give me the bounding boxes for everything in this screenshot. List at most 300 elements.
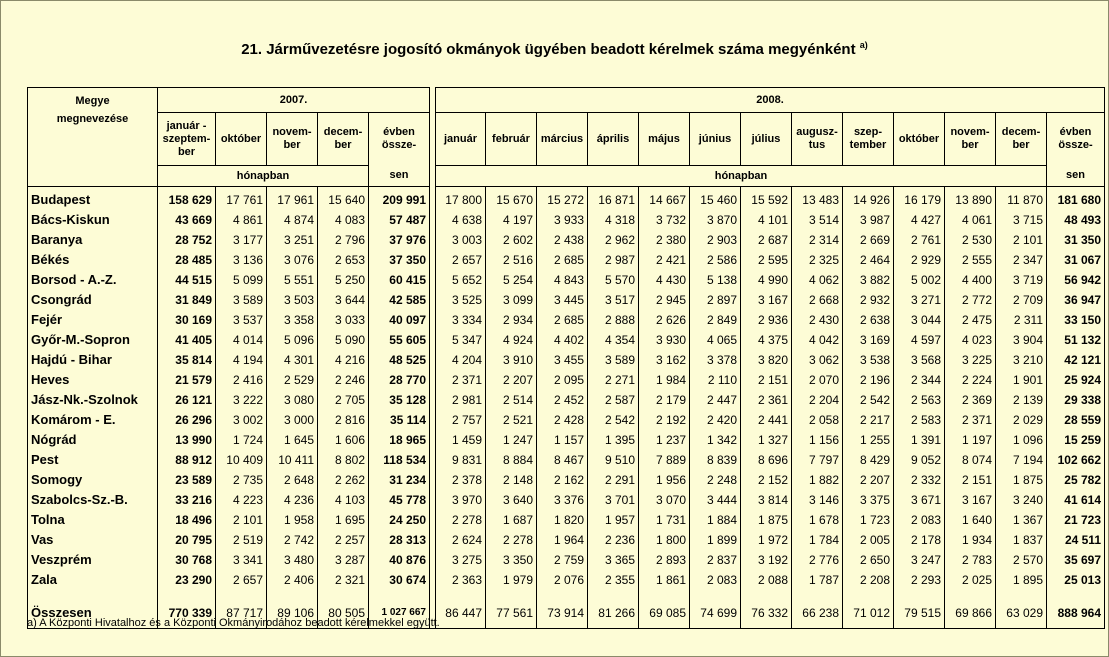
value-2008: 3 169 (843, 330, 894, 350)
table-row (28, 430, 1105, 450)
value-2008: 5 138 (690, 270, 741, 290)
value-2007: 31 849 (158, 290, 216, 310)
value-2007: 5 250 (318, 270, 369, 290)
table-row (28, 410, 1105, 430)
value-2007: 2 653 (318, 250, 369, 270)
value-2008: 3 167 (945, 490, 996, 510)
value-2008: 2 207 (486, 370, 537, 390)
month-header-2007: novem- ber (267, 113, 318, 166)
value-2008: 4 101 (741, 210, 792, 230)
value-2007: 2 406 (267, 570, 318, 590)
value-2008: 4 204 (436, 350, 486, 370)
value-2007: 80 505 (318, 598, 369, 629)
value-2008: 3 910 (486, 350, 537, 370)
total-2007: 30 674 (369, 570, 430, 590)
value-2008: 2 070 (792, 370, 843, 390)
total-2008: 24 511 (1047, 530, 1105, 550)
value-2007: 3 341 (216, 550, 267, 570)
value-2007: 3 287 (318, 550, 369, 570)
value-2007: 3 251 (267, 230, 318, 250)
value-2008: 1 957 (588, 510, 639, 530)
value-2008: 3 640 (486, 490, 537, 510)
value-2008: 4 597 (894, 330, 945, 350)
monthly-label-2007: hónapban (158, 166, 369, 187)
total-2008: 25 924 (1047, 370, 1105, 390)
value-2008: 3 146 (792, 490, 843, 510)
value-2008: 2 083 (894, 510, 945, 530)
total-2007: 40 097 (369, 310, 430, 330)
value-2008: 3 099 (486, 290, 537, 310)
value-2008: 2 668 (792, 290, 843, 310)
county-name: Komárom - E. (28, 410, 158, 430)
value-2008: 2 236 (588, 530, 639, 550)
spacer-cell (486, 590, 537, 598)
total-2008: 25 782 (1047, 470, 1105, 490)
value-2007: 158 629 (158, 187, 216, 211)
value-2008: 2 624 (436, 530, 486, 550)
value-2008: 3 701 (588, 490, 639, 510)
value-2007: 15 640 (318, 187, 369, 211)
table-row (28, 330, 1105, 350)
county-name: Tolna (28, 510, 158, 530)
value-2007: 10 409 (216, 450, 267, 470)
county-name: Borsod - A.-Z. (28, 270, 158, 290)
value-2008: 2 101 (996, 230, 1047, 250)
value-2008: 2 981 (436, 390, 486, 410)
value-2008: 2 441 (741, 410, 792, 430)
value-2008: 2 139 (996, 390, 1047, 410)
value-2008: 2 058 (792, 410, 843, 430)
value-2008: 3 225 (945, 350, 996, 370)
value-2008: 2 204 (792, 390, 843, 410)
value-2008: 2 555 (945, 250, 996, 270)
value-2008: 73 914 (537, 598, 588, 629)
value-2008: 2 224 (945, 370, 996, 390)
value-2008: 1 327 (741, 430, 792, 450)
spacer-cell (639, 590, 690, 598)
table-row (28, 570, 1105, 590)
total-2007: 37 350 (369, 250, 430, 270)
value-2008: 2 934 (486, 310, 537, 330)
value-2008: 5 254 (486, 270, 537, 290)
value-2008: 2 685 (537, 310, 588, 330)
value-2008: 3 240 (996, 490, 1047, 510)
total-2008: 21 723 (1047, 510, 1105, 530)
value-2007: 2 519 (216, 530, 267, 550)
value-2008: 5 002 (894, 270, 945, 290)
value-2008: 14 667 (639, 187, 690, 211)
value-2008: 2 217 (843, 410, 894, 430)
county-name: Heves (28, 370, 158, 390)
county-name: Győr-M.-Sopron (28, 330, 158, 350)
value-2008: 2 709 (996, 290, 1047, 310)
value-2008: 4 843 (537, 270, 588, 290)
value-2007: 3 177 (216, 230, 267, 250)
value-2008: 2 669 (843, 230, 894, 250)
value-2008: 1 395 (588, 430, 639, 450)
total-2007: 60 415 (369, 270, 430, 290)
value-2008: 2 371 (945, 410, 996, 430)
value-2007: 2 705 (318, 390, 369, 410)
county-header (28, 88, 158, 187)
value-2008: 1 787 (792, 570, 843, 590)
county-name: Budapest (28, 187, 158, 211)
total-2007: 42 585 (369, 290, 430, 310)
value-2008: 8 696 (741, 450, 792, 470)
value-2008: 4 924 (486, 330, 537, 350)
total-2007: 45 778 (369, 490, 430, 510)
value-2008: 16 871 (588, 187, 639, 211)
value-2007: 10 411 (267, 450, 318, 470)
value-2008: 3 525 (436, 290, 486, 310)
value-2008: 1 255 (843, 430, 894, 450)
value-2008: 2 759 (537, 550, 588, 570)
total-2007: 31 234 (369, 470, 430, 490)
total-2008: 33 150 (1047, 310, 1105, 330)
county-name: Zala (28, 570, 158, 590)
value-2008: 2 110 (690, 370, 741, 390)
value-2007: 30 768 (158, 550, 216, 570)
table-row (28, 210, 1105, 230)
spacer-cell (28, 590, 158, 598)
total-2008: 25 013 (1047, 570, 1105, 590)
month-header-2008: július (741, 113, 792, 166)
value-2008: 2 152 (741, 470, 792, 490)
value-2008: 8 074 (945, 450, 996, 470)
value-2008: 2 570 (996, 550, 1047, 570)
value-2007: 3 136 (216, 250, 267, 270)
year-2008-header: 2008. (436, 88, 1105, 113)
value-2008: 2 657 (436, 250, 486, 270)
value-2007: 4 216 (318, 350, 369, 370)
county-name: Nógrád (28, 430, 158, 450)
value-2008: 1 391 (894, 430, 945, 450)
total-2007: 1 027 667 (369, 598, 430, 629)
value-2008: 1 884 (690, 510, 741, 530)
value-2007: 1 724 (216, 430, 267, 450)
value-2007: 2 257 (318, 530, 369, 550)
spacer-cell (945, 590, 996, 598)
value-2008: 1 901 (996, 370, 1047, 390)
page-title: 21. Járművezetésre jogosító okmányok ügyében beadott kérelmek száma megyénként $^{a)}$ (241, 40, 868, 58)
value-2007: 2 742 (267, 530, 318, 550)
value-2008: 1 956 (639, 470, 690, 490)
table-row (28, 270, 1105, 290)
spacer-cell (894, 590, 945, 598)
value-2008: 1 237 (639, 430, 690, 450)
table-row (28, 187, 1105, 211)
value-2008: 2 380 (639, 230, 690, 250)
value-2007: 2 648 (267, 470, 318, 490)
spacer-cell (690, 590, 741, 598)
value-2008: 3 275 (436, 550, 486, 570)
value-2008: 4 197 (486, 210, 537, 230)
value-2008: 2 521 (486, 410, 537, 430)
value-2008: 2 475 (945, 310, 996, 330)
value-2008: 3 671 (894, 490, 945, 510)
value-2008: 2 278 (436, 510, 486, 530)
value-2008: 2 347 (996, 250, 1047, 270)
annual-2007-header: évben össze- (369, 113, 430, 166)
value-2008: 4 400 (945, 270, 996, 290)
value-2007: 4 861 (216, 210, 267, 230)
value-2007: 30 169 (158, 310, 216, 330)
data-table (27, 87, 1105, 629)
value-2008: 2 271 (588, 370, 639, 390)
table-row (28, 490, 1105, 510)
value-2008: 3 970 (436, 490, 486, 510)
value-2008: 1 899 (690, 530, 741, 550)
value-2008: 2 772 (945, 290, 996, 310)
total-2008: 102 662 (1047, 450, 1105, 470)
value-2007: 89 106 (267, 598, 318, 629)
value-2007: 4 874 (267, 210, 318, 230)
value-2008: 2 783 (945, 550, 996, 570)
value-2008: 81 266 (588, 598, 639, 629)
table-row (28, 550, 1105, 570)
value-2008: 2 151 (741, 370, 792, 390)
value-2008: 2 583 (894, 410, 945, 430)
value-2008: 3 376 (537, 490, 588, 510)
value-2008: 1 197 (945, 430, 996, 450)
county-header-line1: Megye (75, 95, 110, 107)
value-2008: 1 678 (792, 510, 843, 530)
value-2008: 2 626 (639, 310, 690, 330)
value-2007: 2 796 (318, 230, 369, 250)
value-2008: 2 369 (945, 390, 996, 410)
total-2008: 29 338 (1047, 390, 1105, 410)
value-2008: 2 929 (894, 250, 945, 270)
table-row (28, 510, 1105, 530)
value-2008: 2 208 (843, 570, 894, 590)
value-2008: 2 095 (537, 370, 588, 390)
value-2007: 2 101 (216, 510, 267, 530)
value-2007: 17 761 (216, 187, 267, 211)
value-2008: 2 083 (690, 570, 741, 590)
value-2008: 3 445 (537, 290, 588, 310)
value-2008: 2 314 (792, 230, 843, 250)
value-2007: 3 358 (267, 310, 318, 330)
value-2008: 1 934 (945, 530, 996, 550)
value-2008: 4 430 (639, 270, 690, 290)
value-2008: 2 162 (537, 470, 588, 490)
value-2008: 86 447 (436, 598, 486, 629)
value-2007: 3 002 (216, 410, 267, 430)
value-2008: 2 428 (537, 410, 588, 430)
value-2008: 1 875 (741, 510, 792, 530)
value-2008: 13 483 (792, 187, 843, 211)
month-header-2007: január - szeptem- ber (158, 113, 216, 166)
value-2008: 2 685 (537, 250, 588, 270)
spacer-cell (436, 590, 486, 598)
value-2008: 66 238 (792, 598, 843, 629)
value-2008: 2 757 (436, 410, 486, 430)
value-2008: 1 820 (537, 510, 588, 530)
total-2008: 36 947 (1047, 290, 1105, 310)
value-2008: 2 638 (843, 310, 894, 330)
value-2008: 4 023 (945, 330, 996, 350)
value-2008: 3 732 (639, 210, 690, 230)
county-name: Összesen (28, 598, 158, 629)
spacer-cell (267, 590, 318, 598)
total-2007: 55 605 (369, 330, 430, 350)
value-2008: 9 052 (894, 450, 945, 470)
value-2008: 2 542 (588, 410, 639, 430)
value-2008: 2 514 (486, 390, 537, 410)
table-row (28, 530, 1105, 550)
value-2008: 2 178 (894, 530, 945, 550)
spacer-cell (158, 590, 216, 598)
county-name: Jász-Nk.-Szolnok (28, 390, 158, 410)
month-header-2008: február (486, 113, 537, 166)
value-2008: 3 930 (639, 330, 690, 350)
month-header-2008: június (690, 113, 741, 166)
table-row (28, 290, 1105, 310)
value-2008: 3 820 (741, 350, 792, 370)
value-2008: 2 325 (792, 250, 843, 270)
value-2008: 2 430 (792, 310, 843, 330)
county-name: Somogy (28, 470, 158, 490)
value-2008: 1 156 (792, 430, 843, 450)
value-2008: 5 652 (436, 270, 486, 290)
total-2008: 31 350 (1047, 230, 1105, 250)
value-2008: 8 839 (690, 450, 741, 470)
total-2008: 181 680 (1047, 187, 1105, 211)
value-2008: 4 065 (690, 330, 741, 350)
value-2008: 3 378 (690, 350, 741, 370)
year-2007-header: 2007. (158, 88, 430, 113)
total-2008: 35 697 (1047, 550, 1105, 570)
value-2008: 3 210 (996, 350, 1047, 370)
spacer-cell (1047, 590, 1105, 598)
total-2007: 24 250 (369, 510, 430, 530)
value-2008: 17 800 (436, 187, 486, 211)
value-2008: 2 179 (639, 390, 690, 410)
value-2008: 4 061 (945, 210, 996, 230)
value-2007: 43 669 (158, 210, 216, 230)
spacer-cell (588, 590, 639, 598)
value-2007: 5 099 (216, 270, 267, 290)
value-2007: 1 645 (267, 430, 318, 450)
spacer-cell (216, 590, 267, 598)
value-2008: 3 334 (436, 310, 486, 330)
county-name: Fejér (28, 310, 158, 330)
value-2008: 2 371 (436, 370, 486, 390)
value-2008: 14 926 (843, 187, 894, 211)
table-row (28, 350, 1105, 370)
value-2008: 1 459 (436, 430, 486, 450)
value-2008: 69 085 (639, 598, 690, 629)
value-2008: 2 987 (588, 250, 639, 270)
value-2008: 74 699 (690, 598, 741, 629)
value-2007: 23 290 (158, 570, 216, 590)
value-2008: 3 589 (588, 350, 639, 370)
value-2008: 3 167 (741, 290, 792, 310)
value-2008: 2 291 (588, 470, 639, 490)
value-2008: 71 012 (843, 598, 894, 629)
value-2008: 4 638 (436, 210, 486, 230)
value-2008: 1 979 (486, 570, 537, 590)
value-2008: 2 332 (894, 470, 945, 490)
value-2008: 2 897 (690, 290, 741, 310)
value-2008: 2 447 (690, 390, 741, 410)
value-2007: 2 529 (267, 370, 318, 390)
value-2008: 1 247 (486, 430, 537, 450)
value-2008: 3 003 (436, 230, 486, 250)
value-2008: 2 776 (792, 550, 843, 570)
value-2008: 2 361 (741, 390, 792, 410)
month-header-2008: szep- tember (843, 113, 894, 166)
value-2007: 2 735 (216, 470, 267, 490)
value-2008: 2 248 (690, 470, 741, 490)
value-2008: 3 719 (996, 270, 1047, 290)
value-2008: 69 866 (945, 598, 996, 629)
value-2008: 1 687 (486, 510, 537, 530)
value-2008: 1 882 (792, 470, 843, 490)
total-2008: 28 559 (1047, 410, 1105, 430)
value-2008: 77 561 (486, 598, 537, 629)
month-header-2008: április (588, 113, 639, 166)
value-2007: 3 480 (267, 550, 318, 570)
value-2008: 3 455 (537, 350, 588, 370)
value-2008: 8 884 (486, 450, 537, 470)
value-2007: 26 121 (158, 390, 216, 410)
total-2007: 28 770 (369, 370, 430, 390)
value-2008: 4 375 (741, 330, 792, 350)
value-2008: 3 882 (843, 270, 894, 290)
value-2007: 2 657 (216, 570, 267, 590)
value-2008: 1 731 (639, 510, 690, 530)
value-2008: 2 516 (486, 250, 537, 270)
value-2007: 4 301 (267, 350, 318, 370)
total-2008: 31 067 (1047, 250, 1105, 270)
value-2008: 2 311 (996, 310, 1047, 330)
table-row (28, 370, 1105, 390)
total-2008: 56 942 (1047, 270, 1105, 290)
value-2008: 2 148 (486, 470, 537, 490)
value-2007: 5 096 (267, 330, 318, 350)
annual-2007-header-bottom: sen (369, 166, 430, 187)
value-2008: 2 595 (741, 250, 792, 270)
spacer-cell (843, 590, 894, 598)
value-2007: 3 537 (216, 310, 267, 330)
value-2007: 2 246 (318, 370, 369, 390)
value-2007: 88 912 (158, 450, 216, 470)
county-name: Bács-Kiskun (28, 210, 158, 230)
value-2007: 33 216 (158, 490, 216, 510)
value-2008: 2 363 (436, 570, 486, 590)
month-header-2008: novem- ber (945, 113, 996, 166)
value-2008: 2 888 (588, 310, 639, 330)
value-2008: 3 814 (741, 490, 792, 510)
month-header-2008: május (639, 113, 690, 166)
value-2007: 3 033 (318, 310, 369, 330)
value-2008: 5 570 (588, 270, 639, 290)
value-2007: 5 551 (267, 270, 318, 290)
value-2008: 5 347 (436, 330, 486, 350)
value-2007: 4 194 (216, 350, 267, 370)
total-2007: 209 991 (369, 187, 430, 211)
spacer-cell (741, 590, 792, 598)
value-2008: 2 029 (996, 410, 1047, 430)
monthly-label-2008: hónapban (436, 166, 1047, 187)
value-2008: 4 354 (588, 330, 639, 350)
value-2007: 2 262 (318, 470, 369, 490)
value-2008: 3 365 (588, 550, 639, 570)
value-2007: 44 515 (158, 270, 216, 290)
value-2008: 2 602 (486, 230, 537, 250)
value-2008: 16 179 (894, 187, 945, 211)
